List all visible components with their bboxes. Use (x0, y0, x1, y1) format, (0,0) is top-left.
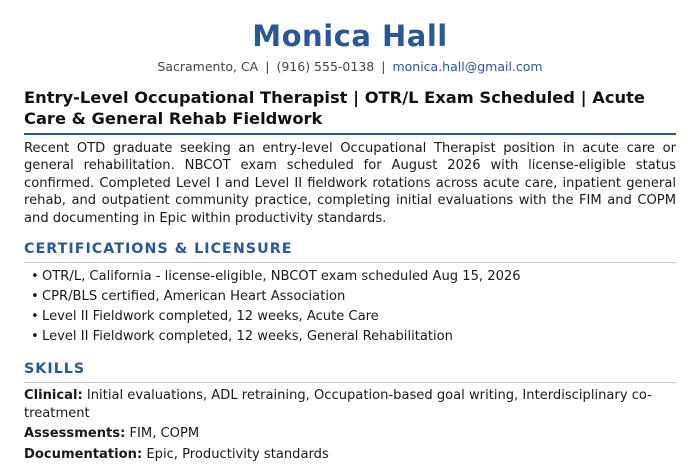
certification-text: OTR/L, California - license-eligible, NBCOT exam scheduled Aug 15, 2026 (42, 269, 521, 285)
bullet-icon: • (31, 289, 39, 305)
skill-label: Documentation: (24, 446, 143, 462)
certifications-section-title: CERTIFICATIONS & LICENSURE (24, 241, 293, 258)
skill-value: Epic, Productivity standards (146, 446, 329, 462)
skills-divider (24, 382, 676, 383)
contact-phone: (916) 555-0138 (276, 59, 375, 74)
headline-divider (24, 133, 676, 135)
list-item (31, 307, 676, 327)
contact-separator: | (381, 59, 386, 74)
skill-label: Clinical: (24, 388, 83, 404)
skills-list (24, 387, 676, 463)
certification-text: Level II Fieldwork completed, 12 weeks, Acute Care (42, 309, 379, 325)
certification-text: Level II Fieldwork completed, 12 weeks, General Rehabilitation (42, 329, 453, 345)
bullet-icon: • (31, 269, 39, 285)
list-item (31, 287, 676, 307)
bullet-icon: • (31, 309, 39, 325)
contact-line (24, 59, 676, 75)
list-item (31, 327, 676, 347)
skill-row-clinical (24, 387, 676, 422)
skill-row-assessments (24, 425, 676, 443)
list-item (31, 267, 676, 287)
skill-label: Assessments: (24, 426, 126, 442)
contact-location: Sacramento, CA (157, 59, 259, 74)
certification-text: CPR/BLS certified, American Heart Association (42, 289, 346, 305)
skill-value: FIM, COPM (129, 426, 200, 442)
contact-separator: | (265, 59, 270, 74)
certifications-list (24, 267, 676, 347)
summary-paragraph: Recent OTD graduate seeking an entry-level Occupational Therapist position in acute care or general rehabilitation. NBCOT exam scheduled for August 2026 with license-eligible status confirmed. Completed Level I and Level II fieldwork rotations across acute care, inpatient general rehab, and outpatient community practice, completing initial evaluations with the FIM and COPM and documenting in Epic within productivity standards. (24, 141, 676, 226)
bullet-icon: • (31, 329, 39, 345)
professional-headline: Entry-Level Occupational Therapist | OTR/L Exam Scheduled | Acute Care & General Rehab Fieldwork (24, 88, 645, 128)
contact-email-link[interactable]: monica.hall@gmail.com (392, 59, 543, 74)
skill-row-documentation (24, 446, 676, 464)
candidate-name: Monica Hall (252, 19, 448, 53)
certifications-divider (24, 262, 676, 263)
skills-section-title: SKILLS (24, 361, 86, 378)
skill-value: Initial evaluations, ADL retraining, Occupation-based goal writing, Interdisciplinary co-treatment (24, 388, 652, 421)
